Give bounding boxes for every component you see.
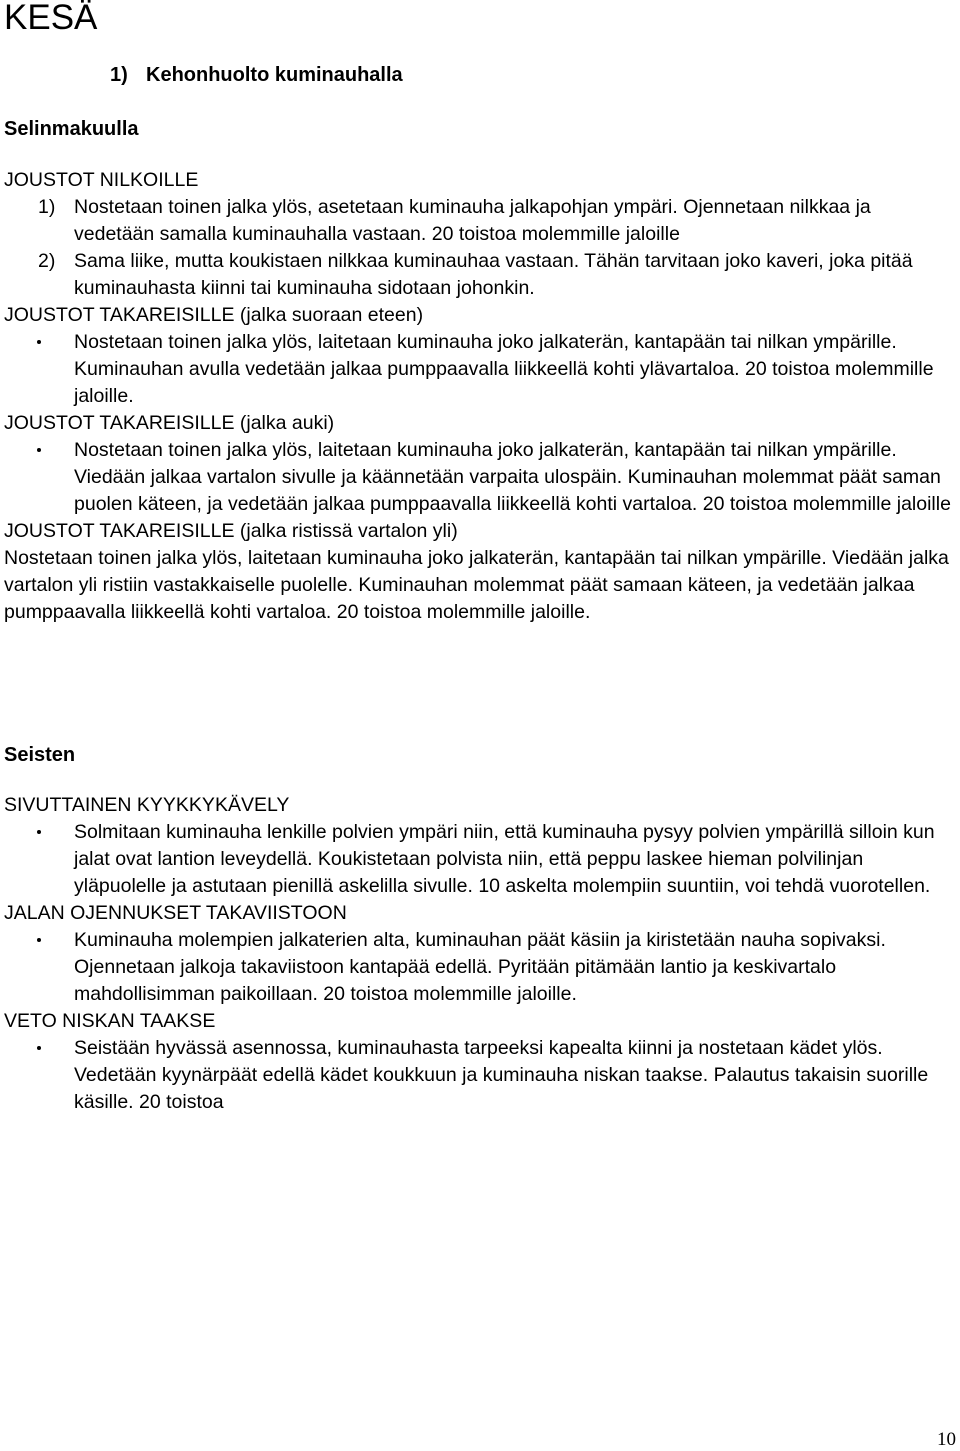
list-item-text: Nostetaan toinen jalka ylös, laitetaan kuminauha joko jalkaterän, kantapään tai nilkan ympärille. Kuminauhan avulla vedetään jalkaa pumppaavalla liikkeellä kohti ylävartaloa. 20 toistoa molemmille jaloille. — [74, 331, 934, 407]
block-heading: SIVUTTAINEN KYYKKYKÄVELY — [4, 794, 290, 816]
list-item — [4, 194, 956, 248]
subtitle-text: Kehonhuolto kuminauhalla — [146, 64, 403, 86]
block-heading: JOUSTOT TAKAREISILLE (jalka suoraan eteen) — [4, 304, 424, 326]
lying-content — [4, 167, 956, 626]
block-heading: JOUSTOT TAKAREISILLE (jalka ristissä vartalon yli) — [4, 520, 458, 542]
section-heading-lying: Selinmakuulla — [4, 118, 139, 140]
block-heading: VETO NISKAN TAAKSE — [4, 1010, 216, 1032]
subtitle-number: 1) — [110, 64, 128, 86]
list-item — [4, 819, 956, 900]
block-heading: JOUSTOT TAKAREISILLE (jalka auki) — [4, 412, 335, 434]
bullet-icon — [37, 448, 41, 452]
list-item — [4, 248, 956, 302]
list-item-text: Kuminauha molempien jalkaterien alta, kuminauhan päät käsiin ja kiristetään nauha sopivaksi. Ojennetaan jalkoja takaviistoon kantapää edellä. Pyritään pitämään lantio ja keskivartalo mahdollisimman paikoillaan. 20 toistoa molemmille jaloille. — [74, 929, 886, 1005]
list-item — [4, 927, 956, 1008]
list-item — [4, 437, 956, 518]
list-item — [4, 329, 956, 410]
list-item — [4, 1035, 956, 1116]
bullet-icon — [37, 830, 41, 834]
list-item-text: Seistään hyvässä asennossa, kuminauhasta tarpeeksi kapealta kiinni ja nostetaan kädet ylös. Vedetään kyynärpäät edellä kädet koukkuun ja kuminauha niskan taakse. Palautus takaisin suorille käsille. 20 toistoa — [74, 1037, 929, 1113]
list-number: 1) — [38, 196, 56, 218]
bullet-icon — [37, 340, 41, 344]
list-item-text: Nostetaan toinen jalka ylös, laitetaan kuminauha joko jalkaterän, kantapään tai nilkan ympärille. Viedään jalkaa vartalon sivulle ja käännetään varpaita ulospäin. Kuminauhan molemmat päät saman puolen käteen, ja vedetään jalkaa pumppaavalla liikkeellä kohti vartaloa. 20 toistoa molemmille jaloille — [74, 439, 951, 515]
section-heading-standing: Seisten — [4, 744, 76, 766]
list-item-text: Solmitaan kuminauha lenkille polvien ympäri niin, että kuminauha pysyy polvien ympärillä silloin kun jalat ovat lantion leveydellä. Koukistetaan polvista niin, että peppu laskee hieman polvilinjan yläpuolelle ja astutaan pienillä askelilla sivulle. 10 askelta molempiin suuntiin, voi tehdä vuorotellen. — [74, 821, 935, 897]
page-title: KESÄ — [4, 0, 98, 37]
list-item-text: Sama liike, mutta koukistaen nilkkaa kuminauhaa vastaan. Tähän tarvitaan joko kaveri, joka pitää kuminauhasta kiinni tai kuminauha sidotaan johonkin. — [74, 250, 913, 299]
standing-content — [4, 792, 956, 1116]
page-number: 10 — [937, 1429, 956, 1450]
bullet-icon — [37, 938, 41, 942]
block-heading: JALAN OJENNUKSET TAKAVIISTOON — [4, 902, 347, 924]
list-item-text: Nostetaan toinen jalka ylös, asetetaan kuminauha jalkapohjan ympäri. Ojennetaan nilkkaa ja vedetään samalla kuminauhalla vastaan. 20 toistoa molemmille jaloille — [74, 196, 871, 245]
bullet-icon — [37, 1046, 41, 1050]
list-number: 2) — [38, 250, 56, 272]
block-heading: JOUSTOT NILKOILLE — [4, 169, 199, 191]
subtitle — [110, 62, 403, 88]
paragraph: Nostetaan toinen jalka ylös, laitetaan kuminauha joko jalkaterän, kantapään tai nilkan ympärille. Viedään jalka vartalon yli ristiin vastakkaiselle puolelle. Kuminauhan molemmat päät samaan käteen, ja vedetään jalkaa pumppaavalla liikkeellä kohti vartaloa. 20 toistoa molemmille jaloille. — [4, 547, 949, 623]
